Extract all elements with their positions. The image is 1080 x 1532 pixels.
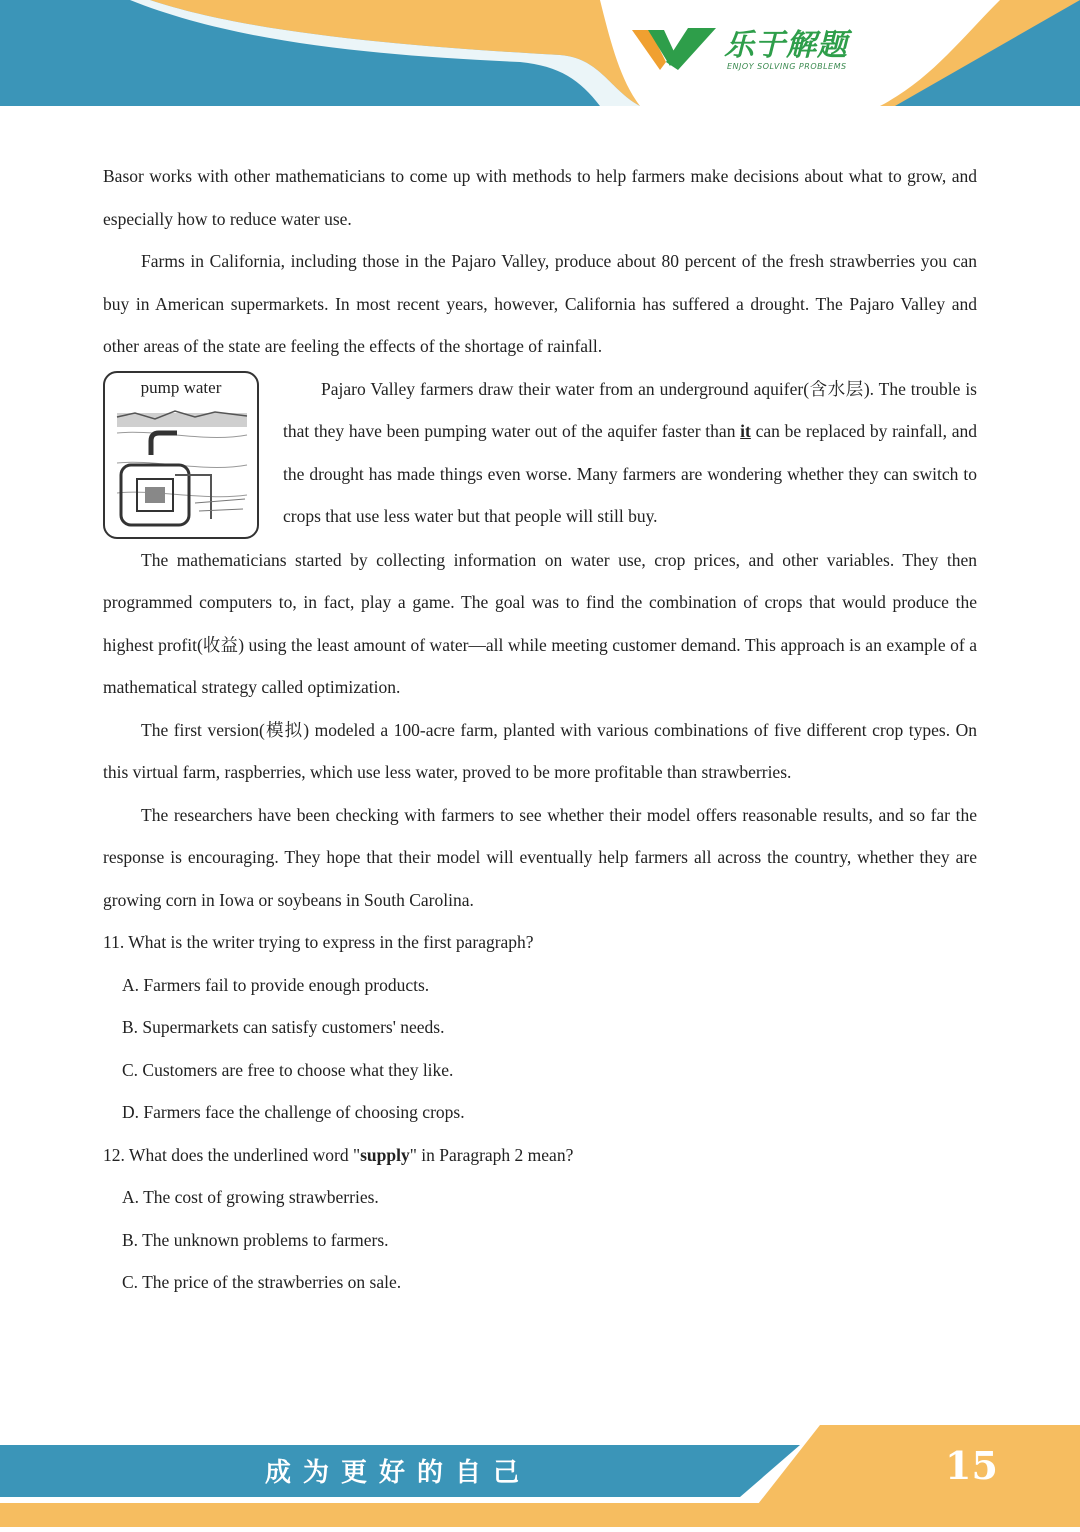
header-banner [0,0,1080,110]
question-11-option-d: D. Farmers face the challenge of choosing crops. [122,1102,465,1122]
paragraph-3-part-a: Pajaro Valley farmers draw their water from an underground aquifer(含水层). The trouble is that they have been pumping water out of the aquifer faster than [283,378,977,441]
footer-banner [0,1425,1080,1527]
pump-illustration [115,403,249,531]
question-12-stem [103,1134,977,1177]
footer-slogan: 成为更好的自己 [265,1458,532,1488]
page-footer [0,1425,1080,1527]
question-12-option-c: C. The price of the strawberries on sale. [122,1272,402,1292]
question-11-option-c: C. Customers are free to choose what they like. [122,1059,454,1080]
paragraph-1: Basor works with other mathematicians to come up with methods to help farmers make decisions about what to grow, and especially how to reduce water use. [103,166,977,229]
underlined-word-it: it [740,421,751,441]
logo-subtitle: ENJOY SOLVING PROBLEMS [727,62,847,71]
paragraph-3-block [103,368,977,539]
question-12-option-b: B. The unknown problems to farmers. [122,1229,389,1250]
question-12-keyword: supply [360,1144,410,1165]
paragraph-4: The mathematicians started by collecting information on water use, crop prices, and other variables. They then programmed computers to, in fact, play a game. The goal was to find the combination of crops that would produce the highest profit(收益) using the least amount of water—all while meeting customer demand. This approach is an example of a mathematical strategy called optimization. [103,549,977,697]
page-header [0,0,1080,110]
question-11-option-b: B. Supermarkets can satisfy customers' needs. [122,1017,445,1037]
paragraph-6: The researchers have been checking with farmers to see whether their model offers reasonable results, and so far the response is encouraging. They hope that their model will eventually help farmers all across the country, whether they are growing corn in Iowa or soybeans in South Carolina. [103,804,977,910]
question-12-stem-a: 12. What does the underlined word " [103,1144,361,1165]
document-body [103,155,977,1304]
paragraph-2: Farms in California, including those in the Pajaro Valley, produce about 80 percent of the fresh strawberries you can buy in American supermarkets. In most recent years, however, California has suffered a drought. The Pajaro Valley and other areas of the state are feeling the effects of the shortage of rainfall. [103,251,977,356]
paragraph-3-part-b: can be replaced by rainfall, and the drought has made things even worse. Many farmers are wondering whether they can switch to crops that use less water but that people will still buy. [283,421,977,526]
question-12-stem-b: " in Paragraph 2 mean? [409,1144,574,1165]
paragraph-5: The first version(模拟) modeled a 100-acre farm, planted with various combinations of five different crop types. On this virtual farm, raspberries, which use less water, proved to be more profitable than strawberries. [103,719,977,782]
figure-label: pump water [140,377,222,397]
logo-title: 乐于解题 [724,28,848,63]
pump-water-figure [103,371,259,539]
question-12-option-a: A. The cost of growing strawberries. [122,1187,379,1207]
question-11-option-a: A. Farmers fail to provide enough products. [122,974,430,995]
page-number: 15 [945,1443,998,1488]
question-11-stem: 11. What is the writer trying to express in the first paragraph? [103,932,534,952]
logo-icon [632,26,716,70]
